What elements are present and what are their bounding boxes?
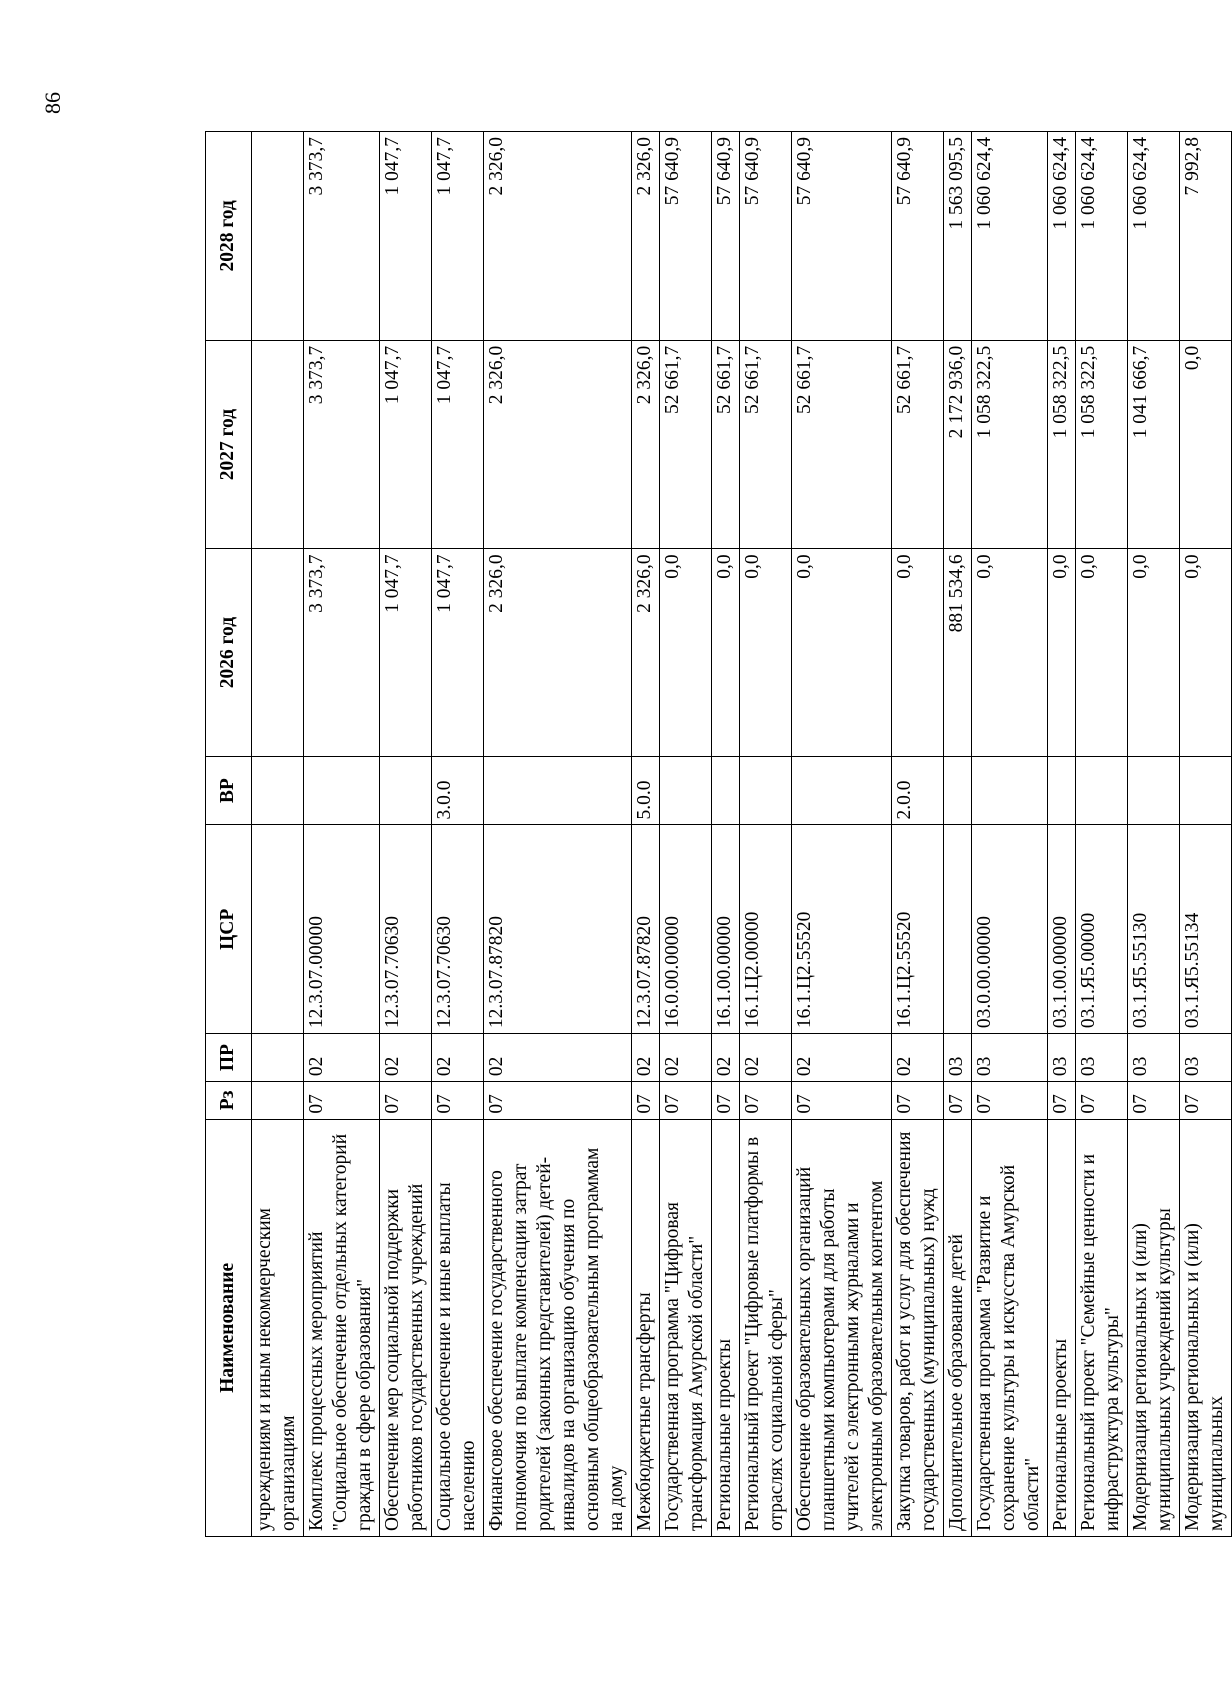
cell-vr: [740, 756, 792, 825]
cell-2027: 52 661,7: [660, 340, 712, 549]
cell-vr: [304, 756, 380, 825]
table-header-row: [206, 132, 252, 1537]
cell-name: Межбюджетные трансферты: [632, 1119, 660, 1536]
cell-vr: [1180, 756, 1232, 825]
cell-2028: 1 047,7: [432, 132, 484, 341]
cell-vr: [792, 756, 892, 825]
cell-2026: 0,0: [972, 549, 1048, 756]
cell-pr: 02: [432, 1034, 484, 1082]
cell-csr: 16.1.Ц2.55520: [792, 825, 892, 1034]
cell-csr: [252, 825, 304, 1034]
cell-vr: [1076, 756, 1128, 825]
cell-2028: 1 060 624,4: [972, 132, 1048, 341]
cell-2027: 3 373,7: [304, 340, 380, 549]
table-row: [632, 132, 660, 1537]
cell-pr: [252, 1034, 304, 1082]
cell-rz: 07: [380, 1082, 432, 1120]
cell-csr: 12.3.07.87820: [484, 825, 632, 1034]
cell-2026: 2 326,0: [484, 549, 632, 756]
cell-2026: 0,0: [1048, 549, 1076, 756]
header-rz: Рз: [206, 1082, 252, 1120]
table-row: [792, 132, 892, 1537]
cell-pr: 02: [892, 1034, 944, 1082]
cell-csr: 12.3.07.70630: [380, 825, 432, 1034]
cell-rz: 07: [944, 1082, 972, 1120]
cell-vr: [484, 756, 632, 825]
table-row: [740, 132, 792, 1537]
cell-2028: 2 326,0: [484, 132, 632, 341]
cell-2026: 881 534,6: [944, 549, 972, 756]
table-row: [380, 132, 432, 1537]
table-row: [1076, 132, 1128, 1537]
cell-csr: 16.1.00.00000: [712, 825, 740, 1034]
cell-pr: 03: [1180, 1034, 1232, 1082]
cell-pr: 02: [484, 1034, 632, 1082]
cell-2028: 57 640,9: [660, 132, 712, 341]
cell-name: Региональный проект "Цифровые платформы в отраслях социальной сферы": [740, 1119, 792, 1536]
cell-2028: 3 373,7: [304, 132, 380, 341]
table-row: [1128, 132, 1180, 1537]
cell-2027: 1 058 322,5: [972, 340, 1048, 549]
cell-rz: 07: [1128, 1082, 1180, 1120]
cell-2028: 57 640,9: [792, 132, 892, 341]
cell-csr: 12.3.07.00000: [304, 825, 380, 1034]
table-row: [484, 132, 632, 1537]
table-body: [252, 132, 1232, 1537]
header-2026: 2026 год: [206, 549, 252, 756]
cell-vr: [1048, 756, 1076, 825]
cell-2026: 1 047,7: [432, 549, 484, 756]
cell-2028: 57 640,9: [740, 132, 792, 341]
cell-csr: 03.1.00.00000: [1048, 825, 1076, 1034]
cell-2026: 0,0: [1076, 549, 1128, 756]
cell-csr: 12.3.07.87820: [632, 825, 660, 1034]
cell-vr: 2.0.0: [892, 756, 944, 825]
table-row: [432, 132, 484, 1537]
cell-rz: 07: [1180, 1082, 1232, 1120]
cell-2026: 1 047,7: [380, 549, 432, 756]
cell-2027: 1 058 322,5: [1048, 340, 1076, 549]
cell-2028: 1 060 624,4: [1076, 132, 1128, 341]
cell-rz: 07: [632, 1082, 660, 1120]
cell-name: учреждениям и иным некоммерческим организациям: [252, 1119, 304, 1536]
cell-2026: 0,0: [660, 549, 712, 756]
cell-rz: 07: [972, 1082, 1048, 1120]
cell-vr: 3.0.0: [432, 756, 484, 825]
cell-pr: 02: [712, 1034, 740, 1082]
cell-name: Модернизация региональных и (или) муниципальных: [1180, 1119, 1232, 1536]
cell-csr: 16.1.Ц2.55520: [892, 825, 944, 1034]
cell-2027: 1 047,7: [380, 340, 432, 549]
cell-2027: 1 047,7: [432, 340, 484, 549]
header-2027: 2027 год: [206, 340, 252, 549]
cell-2026: 2 326,0: [632, 549, 660, 756]
page-number: 86: [40, 92, 65, 114]
table-row: [1180, 132, 1232, 1537]
cell-csr: 03.1.Я5.55130: [1128, 825, 1180, 1034]
cell-vr: [1128, 756, 1180, 825]
cell-vr: [972, 756, 1048, 825]
cell-pr: 02: [792, 1034, 892, 1082]
cell-pr: 02: [632, 1034, 660, 1082]
cell-2027: 52 661,7: [792, 340, 892, 549]
cell-2027: 2 326,0: [484, 340, 632, 549]
header-vr: ВР: [206, 756, 252, 825]
table-row: [252, 132, 304, 1537]
cell-vr: [712, 756, 740, 825]
cell-pr: 03: [1048, 1034, 1076, 1082]
cell-pr: 02: [304, 1034, 380, 1082]
cell-rz: 07: [660, 1082, 712, 1120]
cell-pr: 03: [944, 1034, 972, 1082]
cell-csr: 03.0.00.00000: [972, 825, 1048, 1034]
header-csr: ЦСР: [206, 825, 252, 1034]
cell-vr: [380, 756, 432, 825]
cell-2028: 1 060 624,4: [1128, 132, 1180, 341]
cell-name: Региональные проекты: [1048, 1119, 1076, 1536]
cell-rz: 07: [792, 1082, 892, 1120]
cell-2027: 52 661,7: [740, 340, 792, 549]
cell-csr: [944, 825, 972, 1034]
cell-rz: 07: [892, 1082, 944, 1120]
table-row: [304, 132, 380, 1537]
cell-csr: 16.0.00.00000: [660, 825, 712, 1034]
cell-2027: 1 041 666,7: [1128, 340, 1180, 549]
cell-2028: [252, 132, 304, 341]
cell-2027: [252, 340, 304, 549]
cell-pr: 02: [740, 1034, 792, 1082]
cell-2028: 7 992,8: [1180, 132, 1232, 341]
cell-rz: 07: [1076, 1082, 1128, 1120]
cell-name: Обеспечение мер социальной поддержки работников государственных учреждений: [380, 1119, 432, 1536]
budget-table: [205, 131, 1232, 1537]
cell-2027: 52 661,7: [892, 340, 944, 549]
cell-csr: 03.1.Я5.55134: [1180, 825, 1232, 1034]
cell-2026: 0,0: [1180, 549, 1232, 756]
cell-2027: 52 661,7: [712, 340, 740, 549]
cell-2027: 2 172 936,0: [944, 340, 972, 549]
cell-2026: 0,0: [1128, 549, 1180, 756]
cell-pr: 02: [380, 1034, 432, 1082]
cell-2028: 2 326,0: [632, 132, 660, 341]
table-row: [1048, 132, 1076, 1537]
cell-2026: 3 373,7: [304, 549, 380, 756]
cell-2026: 0,0: [892, 549, 944, 756]
header-pr: ПР: [206, 1034, 252, 1082]
table-row: [892, 132, 944, 1537]
header-name: Наименование: [206, 1119, 252, 1536]
table-row: [660, 132, 712, 1537]
cell-2028: 1 060 624,4: [1048, 132, 1076, 341]
header-2028: 2028 год: [206, 132, 252, 341]
cell-name: Региональные проекты: [712, 1119, 740, 1536]
cell-rz: 07: [432, 1082, 484, 1120]
cell-csr: 12.3.07.70630: [432, 825, 484, 1034]
cell-pr: 03: [1076, 1034, 1128, 1082]
cell-2027: 2 326,0: [632, 340, 660, 549]
cell-2028: 57 640,9: [712, 132, 740, 341]
cell-rz: 07: [712, 1082, 740, 1120]
cell-csr: 16.1.Ц2.00000: [740, 825, 792, 1034]
cell-name: Обеспечение образовательных организаций планшетными компьютерами для работы учителей с электронными журналами и электронным образовательным контентом: [792, 1119, 892, 1536]
rotated-landscape-page: [35, 2, 1227, 1562]
cell-name: Дополнительное образование детей: [944, 1119, 972, 1536]
cell-2028: 57 640,9: [892, 132, 944, 341]
cell-pr: 03: [972, 1034, 1048, 1082]
cell-vr: [944, 756, 972, 825]
cell-2026: [252, 549, 304, 756]
cell-2026: 0,0: [792, 549, 892, 756]
cell-2028: 1 047,7: [380, 132, 432, 341]
table-row: [972, 132, 1048, 1537]
cell-csr: 03.1.Я5.00000: [1076, 825, 1128, 1034]
cell-name: Социальное обеспечение и иные выплаты населению: [432, 1119, 484, 1536]
cell-pr: 03: [1128, 1034, 1180, 1082]
cell-2027: 0,0: [1180, 340, 1232, 549]
table-row: [944, 132, 972, 1537]
cell-rz: 07: [304, 1082, 380, 1120]
cell-name: Региональный проект "Семейные ценности и инфраструктура культуры": [1076, 1119, 1128, 1536]
cell-name: Финансовое обеспечение государственного полномочия по выплате компенсации затрат родителей (законных представителей) детей-инвалидов на организацию обучения по основным общеобразовательным программам на дому: [484, 1119, 632, 1536]
cell-vr: 5.0.0: [632, 756, 660, 825]
cell-2027: 1 058 322,5: [1076, 340, 1128, 549]
table-row: [712, 132, 740, 1537]
cell-2026: 0,0: [712, 549, 740, 756]
cell-rz: 07: [740, 1082, 792, 1120]
cell-name: Комплекс процессных мероприятий "Социальное обеспечение отдельных категорий граждан в сфере образования": [304, 1119, 380, 1536]
cell-2028: 1 563 095,5: [944, 132, 972, 341]
cell-name: Государственная программа "Развитие и сохранение культуры и искусства Амурской области": [972, 1119, 1048, 1536]
cell-vr: [252, 756, 304, 825]
cell-vr: [660, 756, 712, 825]
cell-name: Модернизация региональных и (или) муниципальных учреждений культуры: [1128, 1119, 1180, 1536]
cell-name: Закупка товаров, работ и услуг для обеспечения государственных (муниципальных) нужд: [892, 1119, 944, 1536]
cell-pr: 02: [660, 1034, 712, 1082]
cell-rz: 07: [484, 1082, 632, 1120]
cell-rz: [252, 1082, 304, 1120]
cell-2026: 0,0: [740, 549, 792, 756]
cell-rz: 07: [1048, 1082, 1076, 1120]
cell-name: Государственная программа "Цифровая трансформация Амурской области": [660, 1119, 712, 1536]
